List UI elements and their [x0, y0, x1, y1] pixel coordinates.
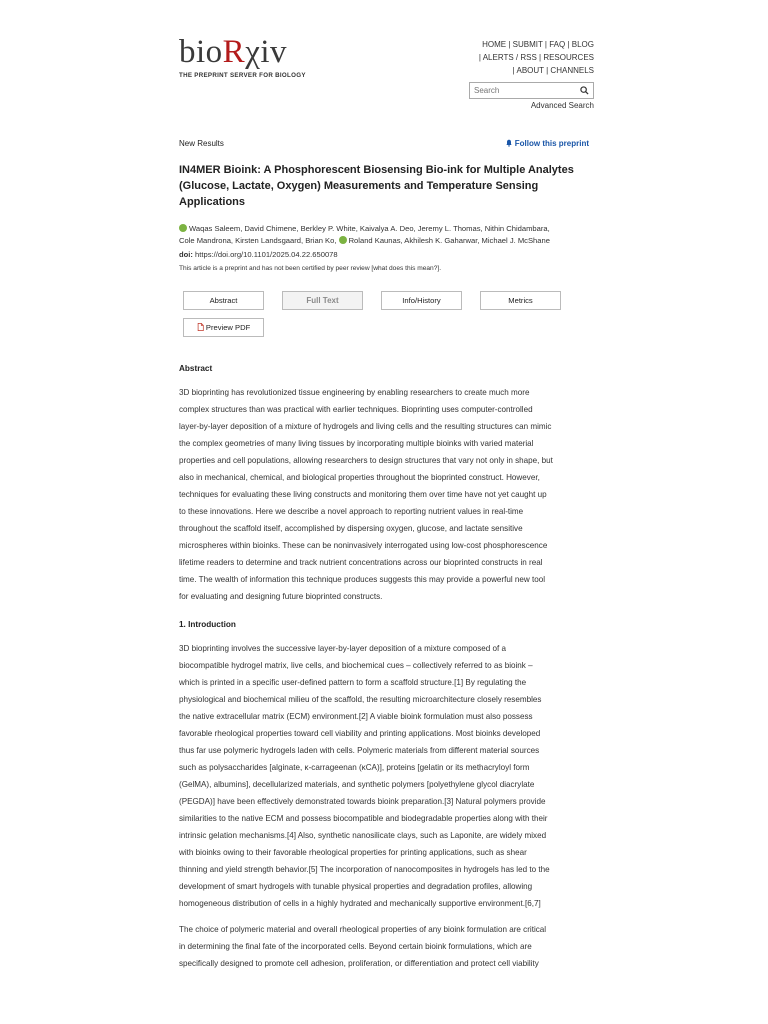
intro-line: (PEGDA)] have been effectively demonstrated towards bioink preparation.[3] Natural polymers provide	[179, 797, 546, 806]
abstract-line: techniques for evaluating these living constructs and monitoring them over time have not yet caught up	[179, 490, 547, 499]
follow-label: Follow this preprint	[514, 139, 589, 148]
doi-line	[179, 250, 338, 259]
orcid-icon[interactable]	[339, 236, 347, 244]
intro-line: intrinsic gelation mechanisms.[4] Also, synthetic nanosilicate clays, such as Laponite, are widely mixed	[179, 831, 547, 840]
nav-line-1[interactable]: HOME | SUBMIT | FAQ | BLOG	[482, 40, 594, 49]
bell-icon	[505, 139, 513, 147]
author-list	[179, 223, 599, 247]
introduction-text	[179, 640, 591, 912]
doi-link[interactable]: https://doi.org/10.1101/2025.04.22.650078	[195, 250, 338, 259]
tab-full-text[interactable]: Full Text	[282, 291, 363, 310]
nav-line-2[interactable]: | ALERTS / RSS | RESOURCES	[478, 53, 594, 62]
abstract-line: microspheres within bioinks. These can be noninvasively interrogated using low-cost phosphorescence	[179, 541, 548, 550]
abstract-line: for evaluating and designing future bioprinted constructs.	[179, 592, 383, 601]
intro-line: homogeneous distribution of cells in a highly hydrated and mechanically supportive environment.[6,7]	[179, 899, 541, 908]
intro-line: such as polysaccharides [alginate, κ-carrageenan (κCA)], proteins [gelatin or its methacryloyl form	[179, 763, 530, 772]
abstract-line: properties and cell populations, allowing researchers to design structures that vary not only in shape, but	[179, 456, 553, 465]
doi-label: doi:	[179, 250, 193, 259]
intro-line: in determining the final fate of the incorporated cells. Beyond certain bioink formulations, which are	[179, 942, 532, 951]
search-box	[469, 82, 594, 99]
site-tagline: THE PREPRINT SERVER FOR BIOLOGY	[179, 72, 306, 79]
intro-line: specifically designed to promote cell adhesion, proliferation, or differentiation and protect cell viability	[179, 959, 539, 968]
follow-preprint-link[interactable]	[505, 139, 589, 148]
intro-line: the native extracellular matrix (ECM) environment.[2] A viable bioink formulation must also possess	[179, 712, 533, 721]
intro-line: development of smart hydrogels with tunable physical properties and degradation profiles, allowing	[179, 882, 533, 891]
abstract-line: 3D bioprinting has revolutionized tissue engineering by enabling researchers to create much more	[179, 388, 530, 397]
authors-line-2: Cole Mandrona, Kirsten Landsgaard, Brian Ko, Roland Kaunas, Akhilesh K. Gaharwar, Michael J. McShane	[179, 236, 550, 245]
top-navigation	[479, 38, 594, 77]
abstract-line: lifetime readers to determine and track nutrient concentrations across our bioprinted constructs in real	[179, 558, 543, 567]
intro-line: 3D bioprinting involves the successive layer-by-layer deposition of a mixture composed of a	[179, 644, 507, 653]
tab-metrics[interactable]: Metrics	[480, 291, 561, 310]
intro-line: which is printed in a specific user-defined pattern to form a scaffold structure.[1] By regulating the	[179, 678, 527, 687]
abstract-line: complex structures than was practical with earlier techniques. Bioprinting uses computer-controlled	[179, 405, 533, 414]
article-kicker: New Results	[179, 139, 224, 148]
intro-line: physiological and biochemical milieu of the scaffold, the resulting microarchitecture closely resembles	[179, 695, 542, 704]
nav-line-3[interactable]: | ABOUT | CHANNELS	[512, 66, 594, 75]
intro-line: thinning and yield strength behavior.[5] The incorporation of nanocomposites in hydrogels has led to the	[179, 865, 550, 874]
intro-line: with bioinks owing to their favorable rheological properties for printing applications, such as shear	[179, 848, 527, 857]
abstract-line: the complex geometries of many living tissues by incorporating multiple bioinks with varied material	[179, 439, 534, 448]
abstract-line: also in mechanical, chemical, and biological properties throughout the bioprinted construct. However,	[179, 473, 540, 482]
intro-line: biocompatible hydrogel matrix, live cells, and biochemical cues – collectively referred to as bioink –	[179, 661, 533, 670]
abstract-line: layer-by-layer deposition of a mixture of hydrogels and living cells and the resulting structures can mimic	[179, 422, 552, 431]
peer-review-note: This article is a preprint and has not been certified by peer review [what does this mean?].	[179, 265, 442, 272]
introduction-paragraph-2	[179, 921, 591, 972]
search-icon[interactable]	[580, 86, 589, 95]
intro-line: similarities to the native ECM and possess biocompatible and biodegradable properties along with their	[179, 814, 548, 823]
pdf-file-icon	[197, 323, 204, 331]
authors-line-1: Waqas Saleem, David Chimene, Berkley P. White, Kaivalya A. Deo, Jeremy L. Thomas, Nithin Chidambara,	[179, 223, 599, 235]
advanced-search-link[interactable]: Advanced Search	[530, 101, 594, 110]
intro-line: favorable rheological properties toward cell viability and printing applications. Most bioinks developed	[179, 729, 541, 738]
abstract-line: to these innovations. Here we describe a novel approach to reporting nutrient values in real-time	[179, 507, 524, 516]
abstract-text	[179, 384, 591, 605]
search-input[interactable]	[474, 86, 574, 95]
preview-pdf-button[interactable]	[183, 318, 264, 337]
site-logo[interactable]	[179, 34, 306, 79]
tab-info-history[interactable]: Info/History	[381, 291, 462, 310]
article-title: IN4MER Bioink: A Phosphorescent Biosensing Bio-ink for Multiple Analytes (Glucose, Lactate, Oxygen) Measurements and Temperature Sensing Applications	[179, 164, 574, 208]
orcid-icon[interactable]	[179, 224, 187, 232]
intro-line: thus far use polymeric hydrogels laden with cells. Polymeric materials from different material sources	[179, 746, 540, 755]
intro-line: (GelMA), albumins], decellularized materials, and synthetic polymers [polyethylene glycol diacrylate	[179, 780, 535, 789]
abstract-heading: Abstract	[179, 364, 213, 373]
logo-text: bioRχiv	[179, 34, 288, 70]
abstract-line: throughout the scaffold itself, accomplished by dispersing oxygen, glucose, and lactate sensitive	[179, 524, 523, 533]
abstract-line: time. The wealth of information this technique produces suggests this may provide a powerful new tool	[179, 575, 546, 584]
intro-line: The choice of polymeric material and overall rheological properties of any bioink formulation are critical	[179, 925, 547, 934]
tab-abstract[interactable]: Abstract	[183, 291, 264, 310]
introduction-heading: 1. Introduction	[179, 620, 236, 629]
preview-pdf-label: Preview PDF	[205, 323, 251, 332]
